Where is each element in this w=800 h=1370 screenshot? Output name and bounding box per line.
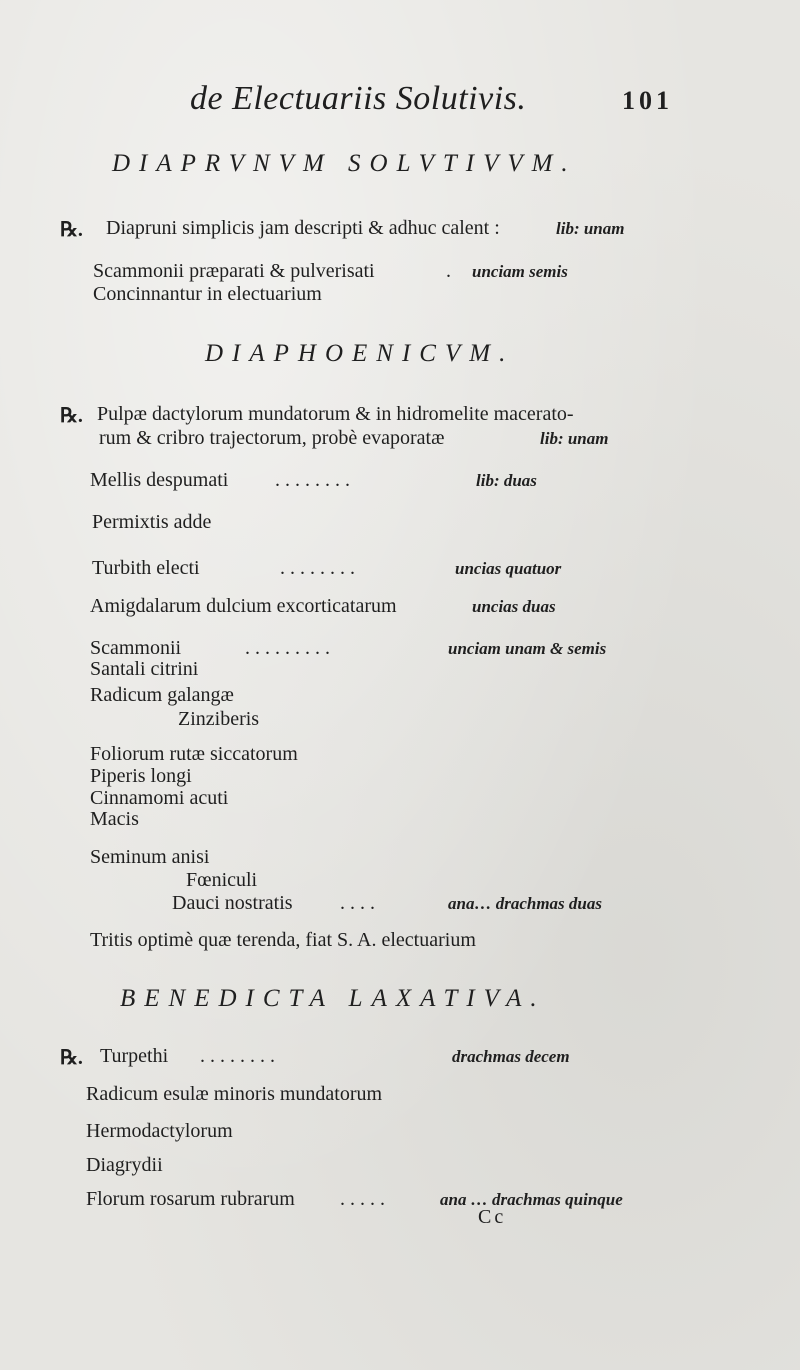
ingredient-line: Diapruni simplicis jam descripti & adhuc calent : bbox=[106, 217, 500, 239]
ingredient-line: Turbith electi bbox=[92, 557, 200, 579]
leader-dots: . . . . . . . . . bbox=[245, 637, 330, 659]
ingredient-line: Amigdalarum dulcium excorticatarum bbox=[90, 595, 397, 617]
leader-dots: . bbox=[446, 260, 451, 282]
ingredient-line: Radicum galangæ bbox=[90, 684, 234, 706]
ingredient-line: Pulpæ dactylorum mundatorum & in hidromelite macerato- bbox=[97, 403, 574, 425]
quantity: uncias quatuor bbox=[455, 559, 562, 578]
quantity: uncias duas bbox=[472, 597, 556, 616]
running-title: de Electuariis Solutivis. bbox=[190, 80, 527, 117]
leader-dots: . . . . . bbox=[340, 1188, 385, 1210]
recipe-symbol: ℞. bbox=[60, 1047, 83, 1069]
heading-benedicta-laxativa: BENEDICTA LAXATIVA. bbox=[120, 985, 546, 1012]
leader-dots: . . . . . . . . bbox=[200, 1045, 275, 1067]
quantity: unciam semis bbox=[472, 262, 568, 281]
ingredient-line: Mellis despumati bbox=[90, 469, 229, 491]
ingredient-line: Hermodactylorum bbox=[86, 1120, 233, 1142]
ingredient-line: Dauci nostratis bbox=[172, 892, 293, 914]
ingredient-line: Turpethi bbox=[100, 1045, 169, 1067]
page-number: 101 bbox=[622, 86, 673, 115]
heading-diaphoenicum: DIAPHOENICVM. bbox=[205, 340, 515, 367]
quantity: ana … drachmas quinque bbox=[440, 1190, 623, 1209]
ingredient-line: Radicum esulæ minoris mundatorum bbox=[86, 1083, 383, 1105]
ingredient-line: Piperis longi bbox=[90, 765, 192, 787]
ingredient-line: Santali citrini bbox=[90, 658, 199, 680]
quantity: ana… drachmas duas bbox=[448, 894, 602, 913]
ingredient-line: Macis bbox=[90, 808, 139, 830]
ingredient-line: Cinnamomi acuti bbox=[90, 787, 229, 809]
quantity: lib: unam bbox=[540, 429, 609, 448]
ingredient-line: Foliorum rutæ siccatorum bbox=[90, 743, 298, 765]
ingredient-line: Seminum anisi bbox=[90, 846, 210, 868]
ingredient-line: Scammonii bbox=[90, 637, 182, 659]
ingredient-line: rum & cribro trajectorum, probè evaporatæ bbox=[99, 427, 445, 449]
leader-dots: . . . . bbox=[340, 892, 375, 914]
quantity: lib: duas bbox=[476, 471, 537, 490]
quantity: lib: unam bbox=[556, 219, 625, 238]
ingredient-line: Fœniculi bbox=[186, 869, 258, 891]
recipe-symbol: ℞. bbox=[60, 219, 83, 241]
instruction-line: Tritis optimè quæ terenda, fiat S. A. electuarium bbox=[90, 929, 476, 951]
heading-diaprunum: DIAPRVNVM SOLVTIVVM. bbox=[112, 150, 577, 177]
leader-dots: . . . . . . . . bbox=[280, 557, 355, 579]
ingredient-line: Zinziberis bbox=[178, 708, 260, 730]
quantity: unciam unam & semis bbox=[448, 639, 607, 658]
ingredient-line: Scammonii præparati & pulverisati bbox=[93, 260, 375, 282]
ingredient-line: Diagrydii bbox=[86, 1154, 163, 1176]
signature-mark: Cc bbox=[478, 1206, 507, 1228]
recipe-symbol: ℞. bbox=[60, 405, 83, 427]
ingredient-line: Florum rosarum rubrarum bbox=[86, 1188, 295, 1210]
leader-dots: . . . . . . . . bbox=[275, 469, 350, 491]
quantity: drachmas decem bbox=[452, 1047, 570, 1066]
ingredient-line: Concinnantur in electuarium bbox=[93, 283, 322, 305]
instruction-line: Permixtis adde bbox=[92, 511, 212, 533]
